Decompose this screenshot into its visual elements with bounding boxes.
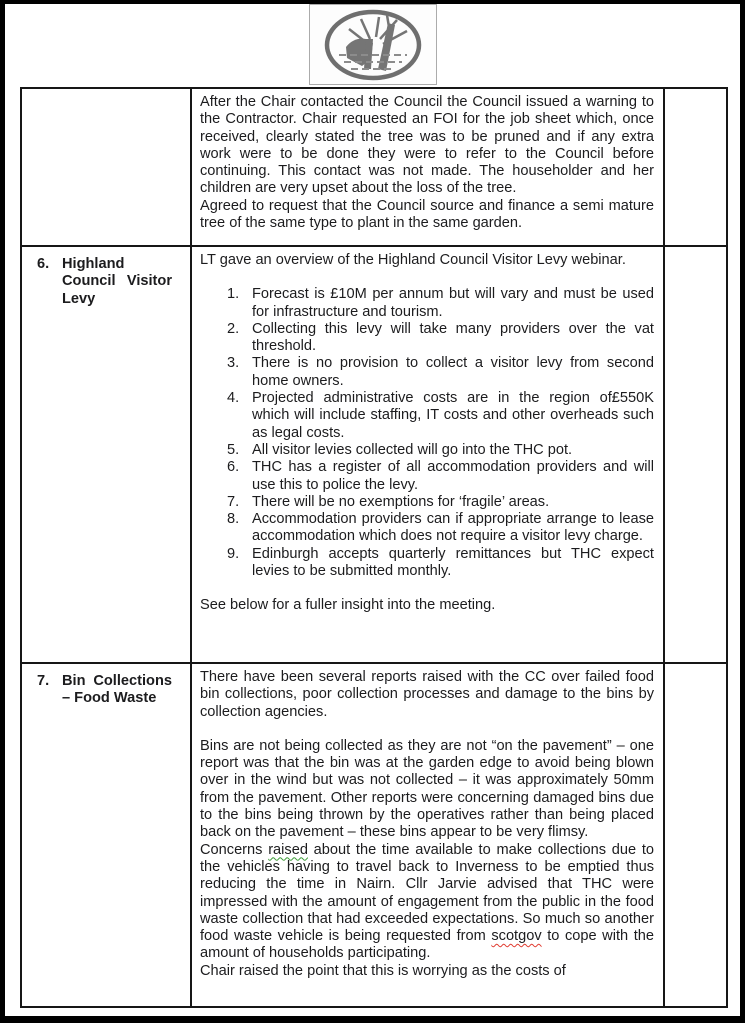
- text-segment: Concerns: [200, 841, 269, 858]
- list-item-number: 1.: [227, 286, 240, 303]
- list-item-number: 9.: [227, 545, 240, 562]
- list-item-number: 8.: [227, 511, 240, 528]
- list-item: [227, 355, 654, 390]
- paragraph: [200, 842, 654, 963]
- list-item-text: All visitor levies collected will go into the THC pot.: [252, 441, 573, 458]
- list-item-text: There is no provision to collect a visitor levy from second home owners.: [252, 355, 654, 389]
- item-number: 7.: [37, 673, 50, 689]
- list-item: [227, 494, 654, 511]
- numbered-list: [227, 286, 654, 580]
- list-item-number: 7.: [227, 493, 240, 510]
- list-item-number: 3.: [227, 355, 240, 372]
- list-item-text: Edinburgh accepts quarterly remittances but THC expect levies to be submitted monthly.: [252, 545, 654, 580]
- list-item: [227, 321, 654, 356]
- list-item: [227, 459, 654, 494]
- list-item-text: Projected administrative costs are in the region of£550K which will include staffing, IT costs and other overheads such as legal costs.: [252, 390, 654, 441]
- tree-emblem-logo: [317, 9, 429, 81]
- list-item-number: 5.: [227, 441, 240, 458]
- paragraph: Chair raised the point that this is worrying as the costs of: [200, 962, 566, 979]
- paragraph: There have been several reports raised with the CC over failed food bin collections, poor collection processes and damage to the bins by collection agencies.: [200, 669, 654, 720]
- paragraph-intro: LT gave an overview of the Highland Council Visitor Levy webinar.: [200, 252, 626, 268]
- action-cell: [664, 88, 727, 246]
- item-number: 6.: [37, 256, 50, 272]
- list-item: [227, 546, 654, 581]
- text-segment: about the time available to make collections due to the vehicles having to travel back to Inverness to be emptied thus reducing the time in Nairn. Cllr Jarvie advised that THC were impressed with the amount of engagement from the public in the food waste collection that had exceeded expectations. So much so another food waste vehicle is being requested from: [200, 841, 654, 945]
- list-item-text: There will be no exemptions for ‘fragile’ areas.: [252, 493, 550, 510]
- item-title: Bin Collections – Food Waste: [62, 673, 172, 707]
- list-item-number: 2.: [227, 320, 240, 337]
- table-row-tree-followup: [21, 88, 727, 246]
- page-header: [5, 4, 740, 87]
- text-segment: to cope with the amount of households participating.: [200, 928, 655, 962]
- item-title: Highland Council Visitor Levy: [62, 256, 172, 307]
- item-cell-visitor-levy: [21, 246, 191, 663]
- list-item: [227, 442, 654, 459]
- action-cell: [664, 246, 727, 663]
- item-heading: [37, 673, 186, 708]
- minutes-table: [20, 87, 728, 1008]
- spellcheck-word-green: raised: [268, 841, 308, 858]
- list-item-text: Forecast is £10M per annum but will vary and must be used for infrastructure and tourism.: [252, 286, 654, 320]
- content-cell-tree-followup: [191, 88, 664, 246]
- list-item: [227, 511, 654, 546]
- paragraph: After the Chair contacted the Council the Council issued a warning to the Contractor. Chair requested an FOI for the job sheet which, once received, clearly stated the tree was to be pruned and if any extra work were to be done they were to refer to the Council before continuing. This contact was not made. The householder and her children are very upset about the loss of the tree.: [200, 94, 654, 197]
- logo-box: [309, 4, 437, 85]
- list-item: [227, 390, 654, 442]
- spellcheck-word-red: scotgov: [491, 928, 542, 945]
- paragraph-outro: See below for a fuller insight into the meeting.: [200, 597, 496, 614]
- list-item-number: 4.: [227, 390, 240, 407]
- item-cell-bin-collections: [21, 663, 191, 1007]
- item-heading: [37, 256, 186, 308]
- table-row-visitor-levy: [21, 246, 727, 663]
- paragraph: Agreed to request that the Council source and finance a semi mature tree of the same type to plant in the same garden.: [200, 197, 654, 232]
- content-cell-visitor-levy: [191, 246, 664, 663]
- paragraph: Bins are not being collected as they are not “on the pavement” – one report was that the bin was at the garden edge to avoid being blown over in the wind but was not collected – it was approximately 50mm from the pavement. Other reports were concerning damaged bins due to the bins being thrown by the operatives rather than being placed back on the pavement – these bins appear to be very flimsy.: [200, 737, 654, 841]
- table-row-bin-collections: [21, 663, 727, 1007]
- list-item-text: THC has a register of all accommodation providers and will use this to police the levy.: [252, 459, 654, 493]
- item-cell-empty: [21, 88, 191, 246]
- action-cell: [664, 663, 727, 1007]
- list-item: [227, 286, 654, 321]
- list-item-text: Accommodation providers can if appropriate arrange to lease accommodation which does not require a visitor levy charge.: [252, 511, 654, 545]
- list-item-number: 6.: [227, 459, 240, 476]
- list-item-text: Collecting this levy will take many providers over the vat threshold.: [252, 320, 654, 355]
- content-cell-bin-collections: [191, 663, 664, 1007]
